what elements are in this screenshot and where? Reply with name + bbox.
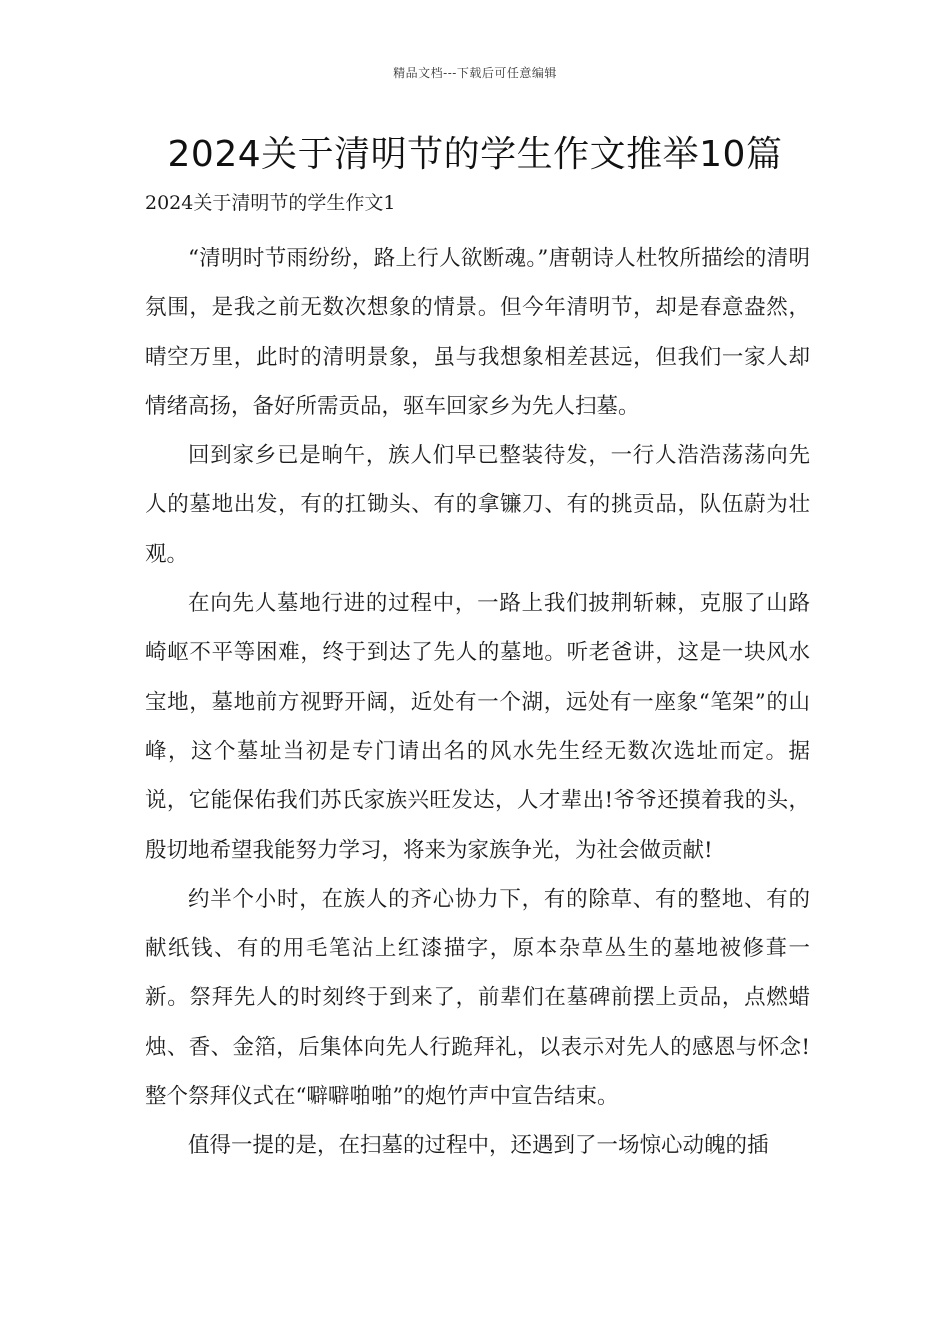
essay-body xyxy=(145,234,810,1171)
header-note: 精品文档---下载后可任意编辑 xyxy=(393,66,557,80)
document-title: 2024关于清明节的学生作文推举10篇 xyxy=(167,134,783,175)
paragraph-2: 回到家乡已是晌午，族人们早已整装待发，一行人浩浩荡荡向先人的墓地出发，有的扛锄头、有的拿镰刀、有的挑贡品，队伍蔚为壮观。 xyxy=(145,443,810,567)
paragraph-3: 在向先人墓地行进的过程中，一路上我们披荆斩棘，克服了山路崎岖不平等困难，终于到达了先人的墓地。听老爸讲，这是一块风水宝地，墓地前方视野开阔，近处有一个湖，远处有一座象“笔架”的山峰，这个墓址当初是专门请出名的风水先生经无数次选址而定。据说，它能保佑我们苏氏家族兴旺发达，人才辈出!爷爷还摸着我的头，殷切地希望我能努力学习，将来为家族争光，为社会做贡献! xyxy=(145,591,810,863)
essay-subtitle: 2024关于清明节的学生作文1 xyxy=(145,192,396,214)
paragraph-1: “清明时节雨纷纷，路上行人欲断魂。”唐朝诗人杜牧所描绘的清明氛围，是我之前无数次想象的情景。但今年清明节，却是春意盎然，晴空万里，此时的清明景象，虽与我想象相差甚远，但我们一家人却情绪高扬，备好所需贡品，驱车回家乡为先人扫墓。 xyxy=(145,246,810,419)
paragraph-5: 值得一提的是，在扫墓的过程中，还遇到了一场惊心动魄的插 xyxy=(188,1133,769,1159)
paragraph-4: 约半个小时，在族人的齐心协力下，有的除草、有的整地、有的献纸钱、有的用毛笔沾上红漆描字，原本杂草丛生的墓地被修葺一新。祭拜先人的时刻终于到来了，前辈们在墓碑前摆上贡品，点燃蜡烛、香、金箔，后集体向先人行跪拜礼，以表示对先人的感恩与怀念!整个祭拜仪式在“噼噼啪啪”的炮竹声中宣告结束。 xyxy=(145,886,810,1110)
